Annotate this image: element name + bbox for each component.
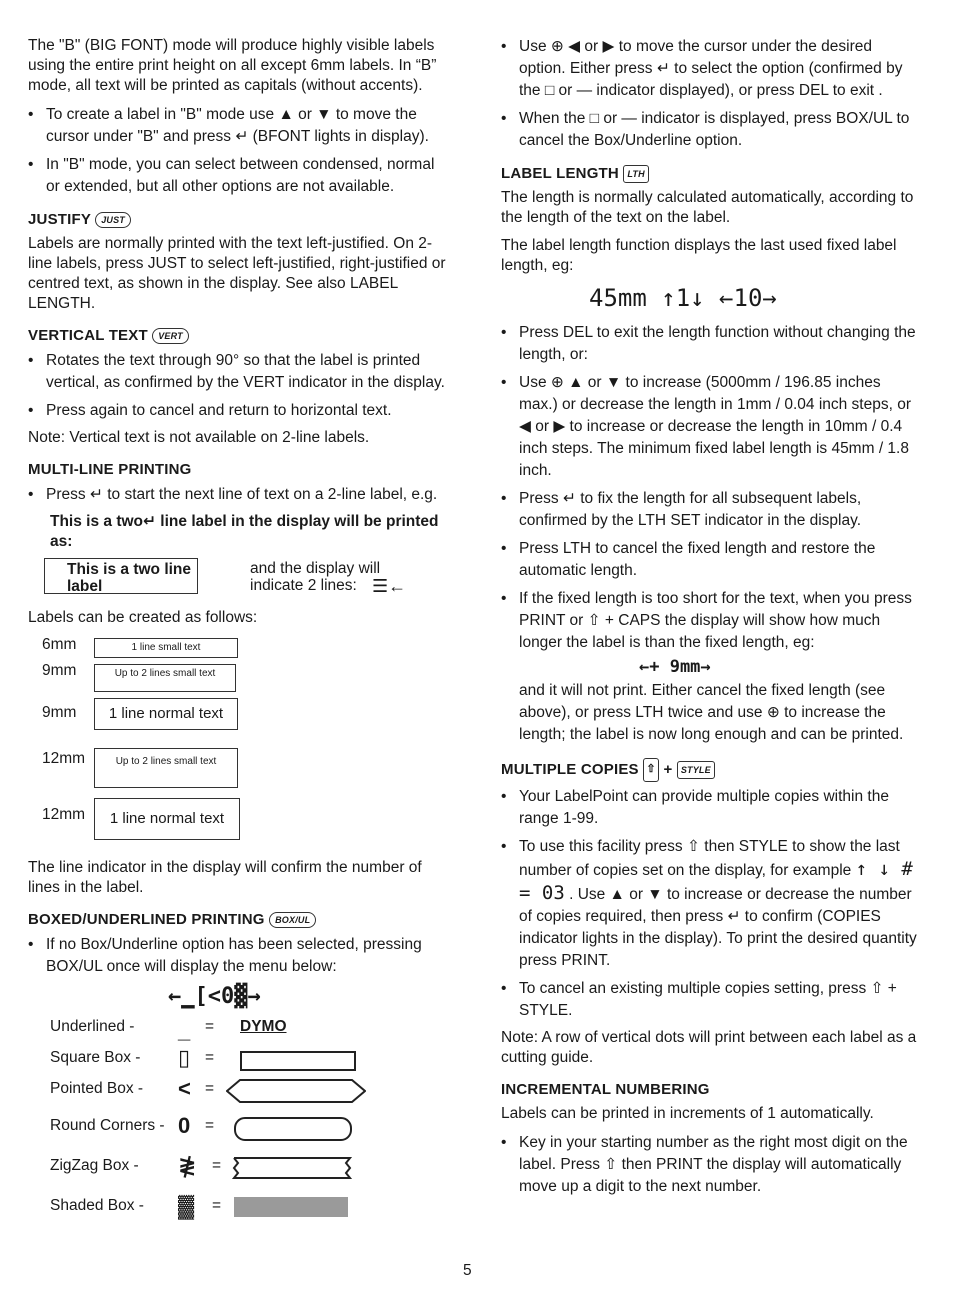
round-corners-icon: 0 bbox=[178, 1113, 191, 1138]
menu-item-shaded-box bbox=[50, 1193, 390, 1223]
copies-display: ↑ ↓ # = 03 bbox=[519, 858, 913, 904]
menu-item-label: Round Corners - bbox=[50, 1117, 165, 1134]
equals-sign: = bbox=[212, 1157, 222, 1174]
equals-sign: = bbox=[212, 1197, 222, 1214]
incremental-heading: INCREMENTAL NUMBERING bbox=[501, 1081, 710, 1098]
label-size: 12mm bbox=[42, 750, 86, 767]
labels-intro: Labels can be created as follows: bbox=[28, 609, 258, 626]
menu-item-label: Shaded Box - bbox=[50, 1197, 144, 1214]
style-key-icon: STYLE bbox=[677, 761, 715, 779]
label-size: 9mm bbox=[42, 662, 77, 679]
menu-item-square-box bbox=[50, 1045, 390, 1075]
underline-icon: _ bbox=[178, 1018, 191, 1043]
label-length-list bbox=[501, 322, 921, 746]
just-key-icon: JUST bbox=[95, 212, 131, 228]
menu-item-label: Underlined - bbox=[50, 1018, 135, 1035]
copies-bullet-2a: To use this facility press ⇧ then STYLE to show the last number of copies set on the display, for example bbox=[519, 838, 900, 879]
copies-heading: MULTIPLE COPIES ⇧ + STYLE bbox=[501, 758, 921, 782]
zigzag-box-sample bbox=[230, 1155, 354, 1181]
justify-heading bbox=[28, 210, 448, 230]
length-bullet-2: • Use ⊕ ▲ or ▼ to increase (5000mm / 196.85 inches max.) or decrease the length in 1mm / 0.04 inch steps, or ◀ or ▶ to increase or decrease the length in 10mm / 0.4 inch steps. The minimum fixed label length is 45mm / 1.8 inch. bbox=[501, 372, 921, 482]
boxed-heading bbox=[28, 910, 448, 930]
label-size: 12mm bbox=[42, 806, 86, 823]
display-lines-text: and the display will indicate 2 lines: bbox=[250, 560, 381, 594]
label-sample: Up to 2 lines small text bbox=[94, 748, 238, 788]
label-length-p2: The label length function displays the last used fixed label length, eg: bbox=[501, 237, 897, 274]
page-number: 5 bbox=[463, 1262, 472, 1279]
copies-note: Note: A row of vertical dots will print between each label as a cutting guide. bbox=[501, 1029, 917, 1066]
bigfont-bullet-1: • To create a label in "B" mode use ▲ or ▼ to move the cursor under "B" and press ↵ (BFONT lights in display). bbox=[28, 104, 448, 148]
copies-title: MULTIPLE COPIES bbox=[501, 760, 639, 778]
label-length-heading bbox=[501, 164, 921, 184]
pointed-box-sample bbox=[226, 1078, 366, 1104]
length-bullet-5 bbox=[501, 588, 921, 746]
equals-sign: = bbox=[205, 1117, 215, 1134]
right-column bbox=[501, 36, 921, 1204]
vertical-note: Note: Vertical text is not available on 2-line labels. bbox=[28, 429, 370, 446]
length-bullet-1: • Press DEL to exit the length function without changing the length, or: bbox=[501, 322, 921, 366]
copies-bullet-1: • Your LabelPoint can provide multiple copies within the range 1-99. bbox=[501, 786, 921, 830]
two-line-label-sample: This is a two line label bbox=[44, 558, 198, 594]
left-column bbox=[28, 36, 448, 1218]
vertical-bullet-2: • Press again to cancel and return to horizontal text. bbox=[28, 400, 448, 422]
cancel-box-bullet: • When the □ or — indicator is displayed, press BOX/UL to cancel the Box/Underline option. bbox=[501, 108, 921, 152]
length-bullet-4: • Press LTH to cancel the fixed length and restore the automatic length. bbox=[501, 538, 921, 582]
square-box-icon: ▯ bbox=[178, 1045, 191, 1070]
box-menu-display bbox=[28, 984, 448, 1014]
vert-key-icon: VERT bbox=[152, 328, 189, 344]
multiline-bullet-1: • Press ↵ to start the next line of text on a 2-line label, e.g. bbox=[28, 484, 448, 506]
label-size: 6mm bbox=[42, 636, 77, 653]
underlined-sample: DYMO bbox=[240, 1018, 287, 1035]
vertical-list bbox=[28, 350, 448, 422]
justify-paragraph: Labels are normally printed with the text left-justified. On 2-line labels, press JUST to select left-justified, right-justified or centred text, as shown in the display. See also LABEL LENGTH. bbox=[28, 235, 446, 312]
round-corners-sample bbox=[234, 1117, 352, 1141]
multiline-list bbox=[28, 484, 448, 506]
line-indicator-note: The line indicator in the display will confirm the number of lines in the label. bbox=[28, 859, 422, 896]
boxed-title: BOXED/UNDERLINED PRINTING bbox=[28, 911, 265, 928]
length-bullet-5a: If the fixed length is too short for the text, when you press PRINT or ⇧ + CAPS the display will show how much longer the label is than the fixed length, eg: bbox=[519, 590, 912, 651]
menu-item-underlined bbox=[50, 1014, 390, 1044]
vertical-title: VERTICAL TEXT bbox=[28, 327, 148, 344]
boxed-bullet-1: • If no Box/Underline option has been selected, pressing BOX/UL once will display the menu below: bbox=[28, 934, 448, 978]
bigfont-bullet-2: • In "B" mode, you can select between condensed, normal or extended, but all other options are not available. bbox=[28, 154, 448, 198]
label-sample: 1 line small text bbox=[94, 638, 238, 658]
length-display: 45mm ↑1↓ ←10→ bbox=[589, 284, 777, 312]
lth-key-icon: LTH bbox=[623, 165, 648, 183]
incremental-bullet-1: • Key in your starting number as the right most digit on the label. Press ⇧ then PRINT the display will automatically move up a digit to the next number. bbox=[501, 1132, 921, 1198]
menu-item-pointed-box bbox=[50, 1076, 390, 1106]
boxed-cont-list bbox=[501, 36, 921, 152]
use-nav-bullet: • Use ⊕ ◀ or ▶ to move the cursor under the desired option. Either press ↵ to select the option (confirmed by the □ or — indicator displayed), or press DEL to exit . bbox=[501, 36, 921, 102]
label-size: 9mm bbox=[42, 704, 77, 721]
label-length-title: LABEL LENGTH bbox=[501, 165, 619, 182]
shaded-box-icon: ▓ bbox=[178, 1193, 195, 1218]
incremental-paragraph: Labels can be printed in increments of 1 automatically. bbox=[501, 1105, 874, 1122]
square-box-sample bbox=[240, 1051, 356, 1071]
bigfont-list bbox=[28, 104, 448, 198]
length-bullet-5b: and it will not print. Either cancel the fixed length (see above), or press LTH twice and use ⊕ to increase the length; the label is now long enough and can be printed. bbox=[519, 682, 904, 743]
vertical-bullet-1: • Rotates the text through 90° so that the label is printed vertical, as confirmed by the VERT indicator in the display. bbox=[28, 350, 448, 394]
length-bullet-3: • Press ↵ to fix the length for all subsequent labels, confirmed by the LTH SET indicator in the display. bbox=[501, 488, 921, 532]
label-sizes-table bbox=[28, 636, 448, 858]
equals-sign: = bbox=[205, 1049, 215, 1066]
copies-list bbox=[501, 786, 921, 1022]
label-sample: 1 line normal text bbox=[94, 698, 238, 730]
copies-bullet-3: • To cancel an existing multiple copies setting, press ⇧ + STYLE. bbox=[501, 978, 921, 1022]
multiline-example: This is a two↵ line label in the display will be printed as: bbox=[50, 513, 439, 550]
boxul-key-icon: BOX/UL bbox=[269, 912, 316, 928]
menu-display-icon: ←▁[<0▓→ bbox=[168, 984, 261, 1009]
menu-item-label: Square Box - bbox=[50, 1049, 141, 1066]
pointed-box-icon: < bbox=[178, 1076, 191, 1101]
justify-title: JUSTIFY bbox=[28, 211, 91, 228]
menu-item-round-corners bbox=[50, 1113, 390, 1143]
menu-item-zigzag-box bbox=[50, 1153, 390, 1183]
bigfont-intro: The "B" (BIG FONT) mode will produce highly visible labels using the entire print height on all except 6mm labels. In “B” mode, all text will be printed as capitals (without accents). bbox=[28, 37, 437, 94]
equals-sign: = bbox=[205, 1080, 215, 1097]
copies-bullet-2b: . Use ▲ or ▼ to increase or decrease the number of copies required, then press ↵ to confirm (COPIES indicator lights in the display). To print the desired quantity press PRINT. bbox=[519, 886, 917, 969]
multiline-demo bbox=[28, 558, 448, 602]
vertical-heading bbox=[28, 326, 448, 346]
label-sample: Up to 2 lines small text bbox=[94, 664, 236, 692]
box-menu-list bbox=[28, 1014, 448, 1218]
menu-item-label: Pointed Box - bbox=[50, 1080, 144, 1097]
label-length-p1: The length is normally calculated automatically, according to the length of the text on the label. bbox=[501, 189, 914, 226]
label-sample: 1 line normal text bbox=[94, 798, 240, 840]
shaded-box-sample bbox=[234, 1197, 348, 1217]
incremental-list bbox=[501, 1132, 921, 1198]
shift-key-icon: ⇧ bbox=[643, 758, 659, 782]
equals-sign: = bbox=[205, 1018, 215, 1035]
multiline-heading: MULTI-LINE PRINTING bbox=[28, 461, 192, 478]
menu-item-label: ZigZag Box - bbox=[50, 1157, 139, 1174]
zigzag-box-icon: ≹ bbox=[178, 1153, 197, 1178]
boxed-list bbox=[28, 934, 448, 978]
overlength-display: ←+ 9mm→ bbox=[639, 657, 711, 677]
two-lines-indicator-icon: ☰← bbox=[372, 576, 407, 596]
copies-bullet-2 bbox=[501, 836, 921, 972]
